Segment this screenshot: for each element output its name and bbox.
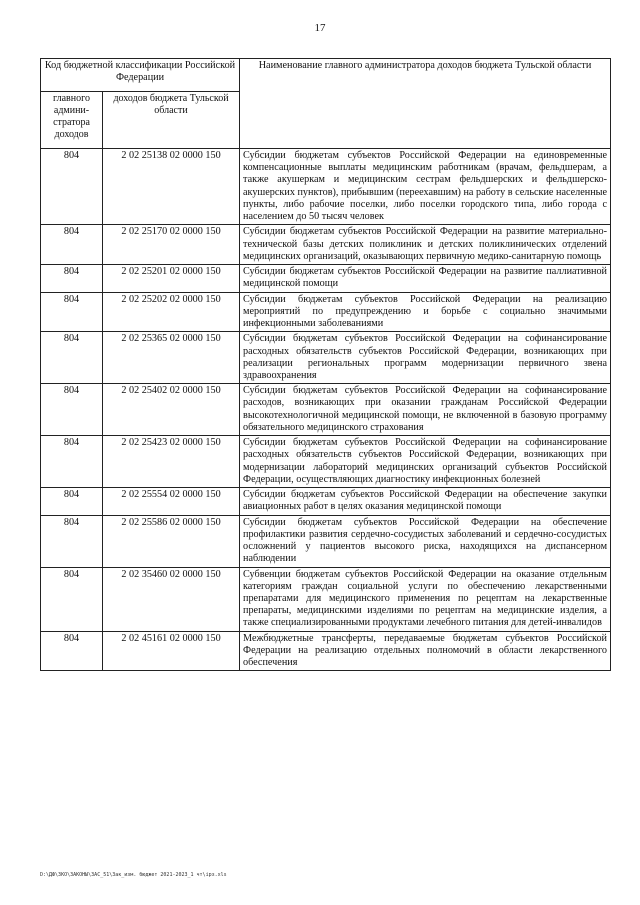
admin-code-cell: 804: [41, 567, 103, 631]
description-cell: Субсидии бюджетам субъектов Российской Федерации на развитие материально-технической базы детских поликлиник и детских поликлинических отделений медицинских организаций, оказывающих первичную медико-санитарную помощь: [240, 225, 611, 265]
table-row: [41, 436, 611, 488]
income-code-cell: 2 02 25554 02 0000 150: [103, 488, 240, 515]
header-administrator-name: Наименование главного администратора доходов бюджета Тульской области: [240, 59, 611, 149]
budget-classification-table: [40, 58, 611, 671]
admin-code-cell: 804: [41, 149, 103, 225]
admin-code-cell: 804: [41, 488, 103, 515]
income-code-cell: 2 02 35460 02 0000 150: [103, 567, 240, 631]
income-code-cell: 2 02 25138 02 0000 150: [103, 149, 240, 225]
description-cell: Субсидии бюджетам субъектов Российской Федерации на развитие паллиативной медицинской помощи: [240, 265, 611, 292]
table-row: [41, 567, 611, 631]
admin-code-cell: 804: [41, 225, 103, 265]
admin-code-cell: 804: [41, 332, 103, 384]
table-row: [41, 384, 611, 436]
admin-code-cell: 804: [41, 292, 103, 332]
header-code-group: Код бюджетной классификации Российской Федерации: [41, 59, 240, 92]
header-income-code: доходов бюджета Тульской области: [103, 92, 240, 149]
description-cell: Субсидии бюджетам субъектов Российской Федерации на софинансирование расходных обязательств субъектов Российской Федерации, возникающих при модернизации лабораторий медицинских организаций субъектов Российской Федерации, осуществляющих диагностику инфекционных болезней: [240, 436, 611, 488]
description-cell: Субсидии бюджетам субъектов Российской Федерации на реализацию мероприятий по предупреждению и борьбе с социально значимыми инфекционными заболеваниями: [240, 292, 611, 332]
table-row: [41, 515, 611, 567]
income-code-cell: 2 02 45161 02 0000 150: [103, 631, 240, 671]
admin-code-cell: 804: [41, 631, 103, 671]
description-cell: Субсидии бюджетам субъектов Российской Федерации на обеспечение закупки авиационных работ в целях оказания медицинской помощи: [240, 488, 611, 515]
admin-code-cell: 804: [41, 265, 103, 292]
table-row: [41, 332, 611, 384]
description-cell: Субвенции бюджетам субъектов Российской Федерации на оказание отдельным категориям граждан социальной услуги по обеспечению лекарственными препаратами для медицинского применения по рецептам на лекарственные препараты, медицинскими изделиями по рецептам на медицинские изделия, а также специализированными продуктами лечебного питания для детей-инвалидов: [240, 567, 611, 631]
header-admin-code: главного админи-стратора доходов: [41, 92, 103, 149]
table-body: [41, 149, 611, 671]
income-code-cell: 2 02 25201 02 0000 150: [103, 265, 240, 292]
income-code-cell: 2 02 25365 02 0000 150: [103, 332, 240, 384]
description-cell: Субсидии бюджетам субъектов Российской Федерации на единовременные компенсационные выплаты медицинским работникам (врачам, фельдшерам, а также акушеркам и медицинским сестрам фельдшерских и фельдшерско-акушерских пунктов), прибывшим (переехавшим) на работу в сельские населенные пункты, либо рабочие поселки, либо поселки городского типа, либо города с населением до 50 тысяч человек: [240, 149, 611, 225]
page-number: 17: [314, 22, 326, 34]
table-row: [41, 225, 611, 265]
admin-code-cell: 804: [41, 436, 103, 488]
description-cell: Субсидии бюджетам субъектов Российской Федерации на софинансирование расходов, возникающих при оказании гражданам Российской Федерации высокотехнологичной медицинской помощи, не включенной в базовую программу обязательного медицинского страхования: [240, 384, 611, 436]
income-code-cell: 2 02 25423 02 0000 150: [103, 436, 240, 488]
table-row: [41, 631, 611, 671]
income-code-cell: 2 02 25202 02 0000 150: [103, 292, 240, 332]
description-cell: Субсидии бюджетам субъектов Российской Федерации на обеспечение профилактики развития сердечно-сосудистых заболеваний и сердечно-сосудистых осложнений у пациентов высокого риска, находящихся на диспансерном наблюдении: [240, 515, 611, 567]
income-code-cell: 2 02 25586 02 0000 150: [103, 515, 240, 567]
table-row: [41, 488, 611, 515]
income-code-cell: 2 02 25402 02 0000 150: [103, 384, 240, 436]
table-row: [41, 149, 611, 225]
admin-code-cell: 804: [41, 384, 103, 436]
description-cell: Субсидии бюджетам субъектов Российской Федерации на софинансирование расходных обязательств субъектов Российской Федерации, возникающих при реализации региональных программ модернизации первичного звена здравоохранения: [240, 332, 611, 384]
admin-code-cell: 804: [41, 515, 103, 567]
table-row: [41, 265, 611, 292]
file-path-footer: D:\ДФ\ЗКО\ЗАКОНЫ\ЗАС_51\Зак_изм. бюджет 2021-2023_1 чт\ірз.xls: [40, 872, 227, 878]
table-row: [41, 292, 611, 332]
income-code-cell: 2 02 25170 02 0000 150: [103, 225, 240, 265]
description-cell: Межбюджетные трансферты, передаваемые бюджетам субъектов Российской Федерации на реализацию отдельных полномочий в области лекарственного обеспечения: [240, 631, 611, 671]
